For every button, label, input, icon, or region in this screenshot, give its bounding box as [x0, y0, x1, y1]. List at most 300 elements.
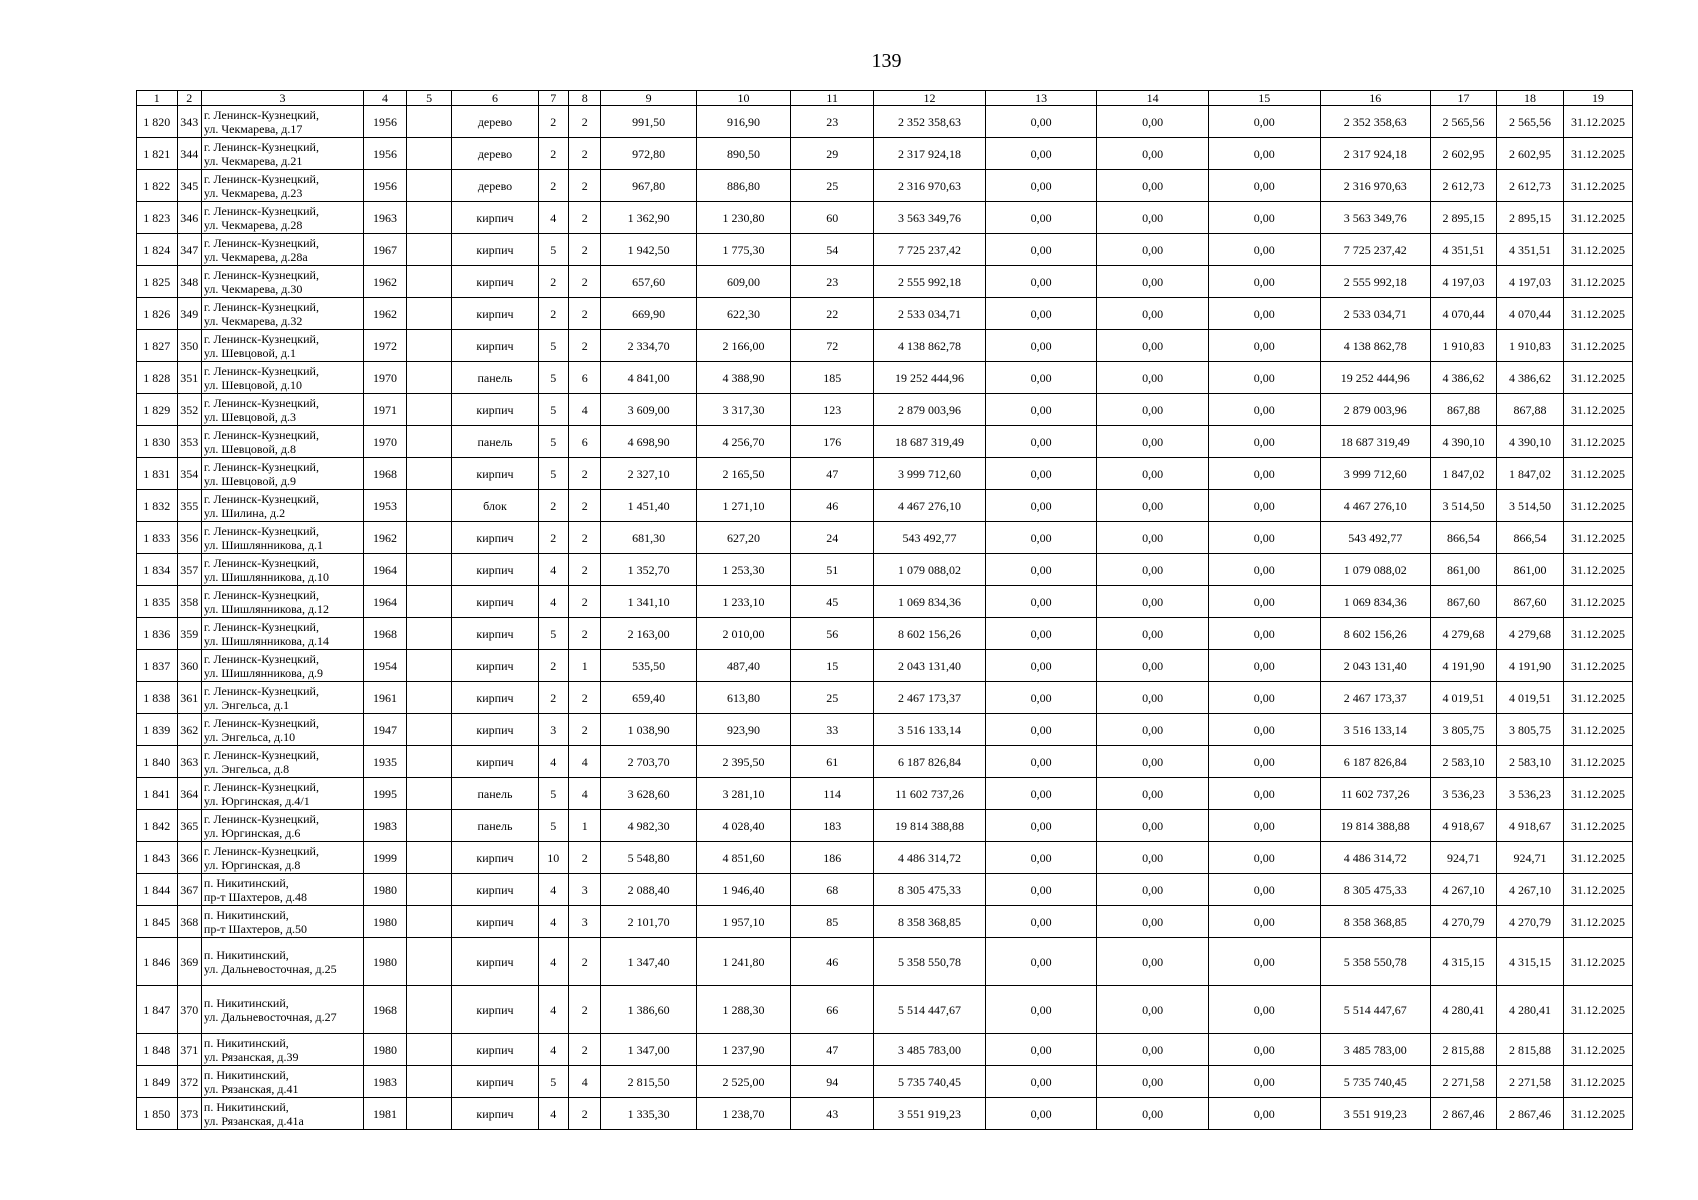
cell-floors: 2 — [538, 298, 568, 330]
cell-total-area: 1 942,50 — [601, 234, 696, 266]
cell-entrances: 2 — [569, 298, 601, 330]
cell-living-area: 1 230,80 — [696, 202, 790, 234]
cell-col-14: 0,00 — [1097, 842, 1209, 874]
cell-residents: 186 — [791, 842, 874, 874]
address-street: ул. Рязанская, д.41а — [203, 1113, 304, 1128]
cell-total-area: 1 335,30 — [601, 1098, 696, 1130]
cell-col-5 — [406, 778, 452, 810]
cell-col-13: 0,00 — [985, 746, 1097, 778]
cell-col-14: 0,00 — [1097, 618, 1209, 650]
cell-entrances: 1 — [569, 810, 601, 842]
address-street: ул. Шевцовой, д.10 — [203, 377, 302, 392]
cell-residents: 15 — [791, 650, 874, 682]
cell-residents: 45 — [791, 586, 874, 618]
cell-col-18: 2 612,73 — [1496, 170, 1563, 202]
cell-living-area: 1 957,10 — [696, 906, 790, 938]
cell-year-built: 1956 — [364, 106, 407, 138]
column-number-16: 16 — [1320, 91, 1431, 106]
table-row — [137, 458, 1633, 490]
table-row — [137, 202, 1633, 234]
cell-wall-material: кирпич — [452, 234, 538, 266]
cell-record-number: 1 850 — [137, 1098, 178, 1130]
cell-floors: 5 — [538, 234, 568, 266]
cell-item-number: 369 — [177, 938, 201, 986]
cell-record-number: 1 825 — [137, 266, 178, 298]
cell-address — [201, 394, 363, 426]
cell-item-number: 360 — [177, 650, 201, 682]
cell-total-area: 4 841,00 — [601, 362, 696, 394]
cell-floors: 2 — [538, 106, 568, 138]
address-street: ул. Шишлянникова, д.1 — [203, 537, 324, 552]
cell-col-17: 4 386,62 — [1431, 362, 1497, 394]
cell-total-area: 2 327,10 — [601, 458, 696, 490]
cell-col-17: 4 019,51 — [1431, 682, 1497, 714]
cell-living-area: 916,90 — [696, 106, 790, 138]
cell-address — [201, 906, 363, 938]
cell-total-cost: 3 516 133,14 — [874, 714, 986, 746]
cell-floors: 4 — [538, 746, 568, 778]
cell-total-cost: 19 814 388,88 — [874, 810, 986, 842]
cell-living-area: 4 028,40 — [696, 810, 790, 842]
cell-floors: 5 — [538, 362, 568, 394]
cell-col-16-cost: 4 486 314,72 — [1320, 842, 1431, 874]
cell-year-built: 1995 — [364, 778, 407, 810]
cell-living-area: 2 165,50 — [696, 458, 790, 490]
cell-year-built: 1968 — [364, 986, 407, 1034]
cell-total-cost: 2 879 003,96 — [874, 394, 986, 426]
cell-col-15: 0,00 — [1208, 394, 1320, 426]
cell-total-cost: 18 687 319,49 — [874, 426, 986, 458]
cell-col-13: 0,00 — [985, 986, 1097, 1034]
cell-col-14: 0,00 — [1097, 554, 1209, 586]
cell-total-cost: 1 069 834,36 — [874, 586, 986, 618]
cell-record-number: 1 824 — [137, 234, 178, 266]
cell-record-number: 1 848 — [137, 1034, 178, 1066]
cell-col-18: 2 602,95 — [1496, 138, 1563, 170]
cell-col-17: 2 271,58 — [1431, 1066, 1497, 1098]
cell-col-17: 2 815,88 — [1431, 1034, 1497, 1066]
cell-col-5 — [406, 650, 452, 682]
cell-col-15: 0,00 — [1208, 1098, 1320, 1130]
cell-record-number: 1 827 — [137, 330, 178, 362]
cell-col-17: 4 315,15 — [1431, 938, 1497, 986]
cell-col-13: 0,00 — [985, 522, 1097, 554]
cell-floors: 2 — [538, 650, 568, 682]
address-street: ул. Энгельса, д.8 — [203, 761, 290, 776]
cell-entrances: 4 — [569, 778, 601, 810]
cell-col-13: 0,00 — [985, 1098, 1097, 1130]
cell-year-built: 1961 — [364, 682, 407, 714]
cell-col-5 — [406, 746, 452, 778]
cell-col-15: 0,00 — [1208, 554, 1320, 586]
address-locality: п. Никитинский, — [203, 995, 289, 1010]
cell-residents: 46 — [791, 938, 874, 986]
column-number-1: 1 — [137, 91, 178, 106]
cell-item-number: 353 — [177, 426, 201, 458]
cell-due-date: 31.12.2025 — [1563, 778, 1632, 810]
cell-col-17: 4 197,03 — [1431, 266, 1497, 298]
table-row — [137, 906, 1633, 938]
cell-due-date: 31.12.2025 — [1563, 106, 1632, 138]
cell-col-18: 3 514,50 — [1496, 490, 1563, 522]
cell-address — [201, 586, 363, 618]
cell-total-cost: 7 725 237,42 — [874, 234, 986, 266]
address-locality: п. Никитинский, — [203, 1099, 289, 1114]
cell-address — [201, 714, 363, 746]
cell-entrances: 2 — [569, 234, 601, 266]
cell-item-number: 352 — [177, 394, 201, 426]
cell-col-14: 0,00 — [1097, 586, 1209, 618]
cell-record-number: 1 842 — [137, 810, 178, 842]
cell-living-area: 487,40 — [696, 650, 790, 682]
cell-residents: 123 — [791, 394, 874, 426]
address-locality: г. Ленинск-Кузнецкий, — [203, 171, 319, 186]
column-number-3: 3 — [201, 91, 363, 106]
cell-col-16-cost: 19 814 388,88 — [1320, 810, 1431, 842]
cell-col-5 — [406, 266, 452, 298]
cell-col-18: 4 197,03 — [1496, 266, 1563, 298]
cell-col-16-cost: 2 533 034,71 — [1320, 298, 1431, 330]
cell-col-13: 0,00 — [985, 906, 1097, 938]
cell-record-number: 1 840 — [137, 746, 178, 778]
cell-residents: 60 — [791, 202, 874, 234]
address-locality: г. Ленинск-Кузнецкий, — [203, 843, 319, 858]
address-locality: г. Ленинск-Кузнецкий, — [203, 427, 319, 442]
address-street: ул. Рязанская, д.39 — [203, 1049, 299, 1064]
cell-entrances: 2 — [569, 458, 601, 490]
cell-due-date: 31.12.2025 — [1563, 266, 1632, 298]
cell-col-5 — [406, 138, 452, 170]
cell-total-cost: 3 999 712,60 — [874, 458, 986, 490]
address-street: ул. Шишлянникова, д.12 — [203, 601, 330, 616]
cell-col-14: 0,00 — [1097, 106, 1209, 138]
cell-total-cost: 8 602 156,26 — [874, 618, 986, 650]
cell-col-5 — [406, 522, 452, 554]
cell-total-area: 3 609,00 — [601, 394, 696, 426]
cell-residents: 25 — [791, 170, 874, 202]
cell-living-area: 4 388,90 — [696, 362, 790, 394]
cell-col-15: 0,00 — [1208, 106, 1320, 138]
cell-col-13: 0,00 — [985, 394, 1097, 426]
cell-col-13: 0,00 — [985, 1066, 1097, 1098]
cell-due-date: 31.12.2025 — [1563, 842, 1632, 874]
cell-year-built: 1999 — [364, 842, 407, 874]
cell-residents: 68 — [791, 874, 874, 906]
cell-col-15: 0,00 — [1208, 202, 1320, 234]
cell-col-16-cost: 8 358 368,85 — [1320, 906, 1431, 938]
cell-year-built: 1980 — [364, 938, 407, 986]
cell-due-date: 31.12.2025 — [1563, 874, 1632, 906]
cell-col-5 — [406, 906, 452, 938]
cell-col-16-cost: 2 555 992,18 — [1320, 266, 1431, 298]
cell-year-built: 1954 — [364, 650, 407, 682]
cell-address — [201, 458, 363, 490]
cell-col-16-cost: 1 069 834,36 — [1320, 586, 1431, 618]
address-locality: г. Ленинск-Кузнецкий, — [203, 299, 319, 314]
cell-due-date: 31.12.2025 — [1563, 234, 1632, 266]
cell-col-14: 0,00 — [1097, 266, 1209, 298]
cell-col-15: 0,00 — [1208, 986, 1320, 1034]
column-number-row — [137, 91, 1633, 106]
cell-total-area: 1 038,90 — [601, 714, 696, 746]
cell-col-18: 2 583,10 — [1496, 746, 1563, 778]
cell-entrances: 2 — [569, 522, 601, 554]
cell-wall-material: кирпич — [452, 1098, 538, 1130]
cell-due-date: 31.12.2025 — [1563, 746, 1632, 778]
cell-col-18: 2 271,58 — [1496, 1066, 1563, 1098]
cell-residents: 176 — [791, 426, 874, 458]
cell-col-15: 0,00 — [1208, 842, 1320, 874]
address-locality: г. Ленинск-Кузнецкий, — [203, 779, 319, 794]
cell-col-14: 0,00 — [1097, 986, 1209, 1034]
table-row — [137, 986, 1633, 1034]
cell-entrances: 4 — [569, 1066, 601, 1098]
cell-wall-material: кирпич — [452, 1066, 538, 1098]
cell-col-16-cost: 8 305 475,33 — [1320, 874, 1431, 906]
cell-col-14: 0,00 — [1097, 778, 1209, 810]
column-number-5: 5 — [406, 91, 452, 106]
cell-item-number: 345 — [177, 170, 201, 202]
address-locality: г. Ленинск-Кузнецкий, — [203, 555, 319, 570]
cell-item-number: 354 — [177, 458, 201, 490]
cell-wall-material: кирпич — [452, 906, 538, 938]
address-street: ул. Юргинская, д.6 — [203, 825, 301, 840]
cell-col-14: 0,00 — [1097, 1066, 1209, 1098]
cell-entrances: 6 — [569, 362, 601, 394]
cell-residents: 23 — [791, 266, 874, 298]
cell-wall-material: кирпич — [452, 618, 538, 650]
cell-col-15: 0,00 — [1208, 874, 1320, 906]
cell-col-17: 924,71 — [1431, 842, 1497, 874]
cell-item-number: 359 — [177, 618, 201, 650]
cell-wall-material: кирпич — [452, 586, 538, 618]
cell-floors: 5 — [538, 778, 568, 810]
address-street: ул. Дальневосточная, д.27 — [203, 1009, 337, 1024]
cell-col-14: 0,00 — [1097, 458, 1209, 490]
cell-col-14: 0,00 — [1097, 746, 1209, 778]
cell-col-17: 4 351,51 — [1431, 234, 1497, 266]
column-number-19: 19 — [1563, 91, 1632, 106]
cell-entrances: 2 — [569, 554, 601, 586]
cell-col-16-cost: 2 467 173,37 — [1320, 682, 1431, 714]
cell-due-date: 31.12.2025 — [1563, 714, 1632, 746]
cell-entrances: 2 — [569, 106, 601, 138]
cell-col-15: 0,00 — [1208, 266, 1320, 298]
cell-address — [201, 650, 363, 682]
cell-floors: 4 — [538, 1098, 568, 1130]
cell-address — [201, 426, 363, 458]
cell-col-13: 0,00 — [985, 426, 1097, 458]
cell-wall-material: кирпич — [452, 266, 538, 298]
cell-floors: 10 — [538, 842, 568, 874]
cell-item-number: 349 — [177, 298, 201, 330]
table-row — [137, 362, 1633, 394]
cell-year-built: 1981 — [364, 1098, 407, 1130]
cell-total-area: 2 703,70 — [601, 746, 696, 778]
cell-floors: 5 — [538, 458, 568, 490]
cell-col-16-cost: 5 735 740,45 — [1320, 1066, 1431, 1098]
cell-col-5 — [406, 618, 452, 650]
cell-col-13: 0,00 — [985, 586, 1097, 618]
cell-floors: 5 — [538, 618, 568, 650]
address-street: ул. Шишлянникова, д.9 — [203, 665, 324, 680]
cell-address — [201, 362, 363, 394]
cell-total-area: 991,50 — [601, 106, 696, 138]
table-row — [137, 1098, 1633, 1130]
cell-residents: 72 — [791, 330, 874, 362]
cell-total-cost: 3 485 783,00 — [874, 1034, 986, 1066]
cell-col-18: 1 847,02 — [1496, 458, 1563, 490]
address-locality: г. Ленинск-Кузнецкий, — [203, 491, 319, 506]
cell-entrances: 2 — [569, 266, 601, 298]
address-locality: п. Никитинский, — [203, 875, 289, 890]
cell-col-17: 4 270,79 — [1431, 906, 1497, 938]
cell-living-area: 923,90 — [696, 714, 790, 746]
cell-year-built: 1962 — [364, 522, 407, 554]
cell-col-16-cost: 2 879 003,96 — [1320, 394, 1431, 426]
cell-floors: 5 — [538, 394, 568, 426]
cell-col-16-cost: 6 187 826,84 — [1320, 746, 1431, 778]
cell-col-14: 0,00 — [1097, 330, 1209, 362]
cell-year-built: 1968 — [364, 458, 407, 490]
cell-col-13: 0,00 — [985, 138, 1097, 170]
cell-col-16-cost: 3 563 349,76 — [1320, 202, 1431, 234]
cell-entrances: 3 — [569, 906, 601, 938]
cell-floors: 2 — [538, 490, 568, 522]
cell-total-cost: 2 467 173,37 — [874, 682, 986, 714]
cell-total-area: 967,80 — [601, 170, 696, 202]
address-street: пр-т Шахтеров, д.50 — [203, 921, 308, 936]
cell-entrances: 2 — [569, 1098, 601, 1130]
cell-col-15: 0,00 — [1208, 458, 1320, 490]
cell-col-16-cost: 8 602 156,26 — [1320, 618, 1431, 650]
cell-address — [201, 778, 363, 810]
cell-living-area: 4 851,60 — [696, 842, 790, 874]
cell-record-number: 1 835 — [137, 586, 178, 618]
cell-record-number: 1 832 — [137, 490, 178, 522]
address-street: ул. Шишлянникова, д.10 — [203, 569, 330, 584]
cell-col-14: 0,00 — [1097, 682, 1209, 714]
address-street: ул. Шевцовой, д.3 — [203, 409, 296, 424]
cell-col-18: 4 386,62 — [1496, 362, 1563, 394]
cell-col-18: 866,54 — [1496, 522, 1563, 554]
cell-col-15: 0,00 — [1208, 938, 1320, 986]
cell-item-number: 358 — [177, 586, 201, 618]
cell-col-17: 2 565,56 — [1431, 106, 1497, 138]
cell-address — [201, 986, 363, 1034]
address-locality: г. Ленинск-Кузнецкий, — [203, 267, 319, 282]
cell-address — [201, 1066, 363, 1098]
cell-floors: 4 — [538, 986, 568, 1034]
cell-living-area: 4 256,70 — [696, 426, 790, 458]
cell-residents: 25 — [791, 682, 874, 714]
cell-record-number: 1 843 — [137, 842, 178, 874]
cell-floors: 5 — [538, 1066, 568, 1098]
cell-entrances: 3 — [569, 874, 601, 906]
cell-total-area: 1 451,40 — [601, 490, 696, 522]
cell-residents: 23 — [791, 106, 874, 138]
cell-entrances: 2 — [569, 202, 601, 234]
cell-total-cost: 2 316 970,63 — [874, 170, 986, 202]
address-street: ул. Чекмарева, д.28 — [203, 217, 303, 232]
column-number-7: 7 — [538, 91, 568, 106]
column-number-12: 12 — [874, 91, 986, 106]
cell-living-area: 886,80 — [696, 170, 790, 202]
table-row — [137, 394, 1633, 426]
cell-due-date: 31.12.2025 — [1563, 810, 1632, 842]
cell-floors: 3 — [538, 714, 568, 746]
cell-col-15: 0,00 — [1208, 1066, 1320, 1098]
cell-col-5 — [406, 682, 452, 714]
cell-col-13: 0,00 — [985, 298, 1097, 330]
cell-floors: 2 — [538, 266, 568, 298]
cell-item-number: 351 — [177, 362, 201, 394]
cell-due-date: 31.12.2025 — [1563, 906, 1632, 938]
cell-year-built: 1963 — [364, 202, 407, 234]
cell-col-14: 0,00 — [1097, 298, 1209, 330]
cell-wall-material: кирпич — [452, 874, 538, 906]
cell-residents: 85 — [791, 906, 874, 938]
cell-col-13: 0,00 — [985, 234, 1097, 266]
cell-living-area: 2 525,00 — [696, 1066, 790, 1098]
cell-col-18: 4 390,10 — [1496, 426, 1563, 458]
cell-total-area: 3 628,60 — [601, 778, 696, 810]
cell-total-area: 1 347,40 — [601, 938, 696, 986]
cell-col-18: 4 070,44 — [1496, 298, 1563, 330]
table-row — [137, 842, 1633, 874]
address-locality: п. Никитинский, — [203, 907, 289, 922]
page-number: 139 — [871, 50, 902, 72]
cell-col-13: 0,00 — [985, 330, 1097, 362]
cell-col-18: 861,00 — [1496, 554, 1563, 586]
cell-record-number: 1 831 — [137, 458, 178, 490]
cell-wall-material: кирпич — [452, 746, 538, 778]
cell-year-built: 1967 — [364, 234, 407, 266]
cell-wall-material: кирпич — [452, 714, 538, 746]
cell-col-5 — [406, 842, 452, 874]
cell-wall-material: блок — [452, 490, 538, 522]
address-street: ул. Чекмарева, д.17 — [203, 121, 303, 136]
cell-col-16-cost: 11 602 737,26 — [1320, 778, 1431, 810]
cell-address — [201, 938, 363, 986]
address-locality: г. Ленинск-Кузнецкий, — [203, 619, 319, 634]
cell-living-area: 609,00 — [696, 266, 790, 298]
address-locality: г. Ленинск-Кузнецкий, — [203, 523, 319, 538]
cell-col-14: 0,00 — [1097, 522, 1209, 554]
cell-due-date: 31.12.2025 — [1563, 138, 1632, 170]
cell-entrances: 2 — [569, 330, 601, 362]
cell-residents: 183 — [791, 810, 874, 842]
cell-col-14: 0,00 — [1097, 202, 1209, 234]
cell-floors: 2 — [538, 138, 568, 170]
cell-total-cost: 3 551 919,23 — [874, 1098, 986, 1130]
cell-due-date: 31.12.2025 — [1563, 1066, 1632, 1098]
cell-floors: 4 — [538, 202, 568, 234]
cell-col-5 — [406, 810, 452, 842]
cell-col-14: 0,00 — [1097, 490, 1209, 522]
table-row — [137, 1066, 1633, 1098]
cell-living-area: 1 253,30 — [696, 554, 790, 586]
cell-residents: 46 — [791, 490, 874, 522]
cell-col-18: 2 565,56 — [1496, 106, 1563, 138]
cell-col-18: 4 270,79 — [1496, 906, 1563, 938]
cell-col-5 — [406, 234, 452, 266]
cell-wall-material: кирпич — [452, 298, 538, 330]
cell-entrances: 2 — [569, 618, 601, 650]
cell-total-cost: 543 492,77 — [874, 522, 986, 554]
cell-year-built: 1956 — [364, 138, 407, 170]
address-locality: г. Ленинск-Кузнецкий, — [203, 683, 319, 698]
